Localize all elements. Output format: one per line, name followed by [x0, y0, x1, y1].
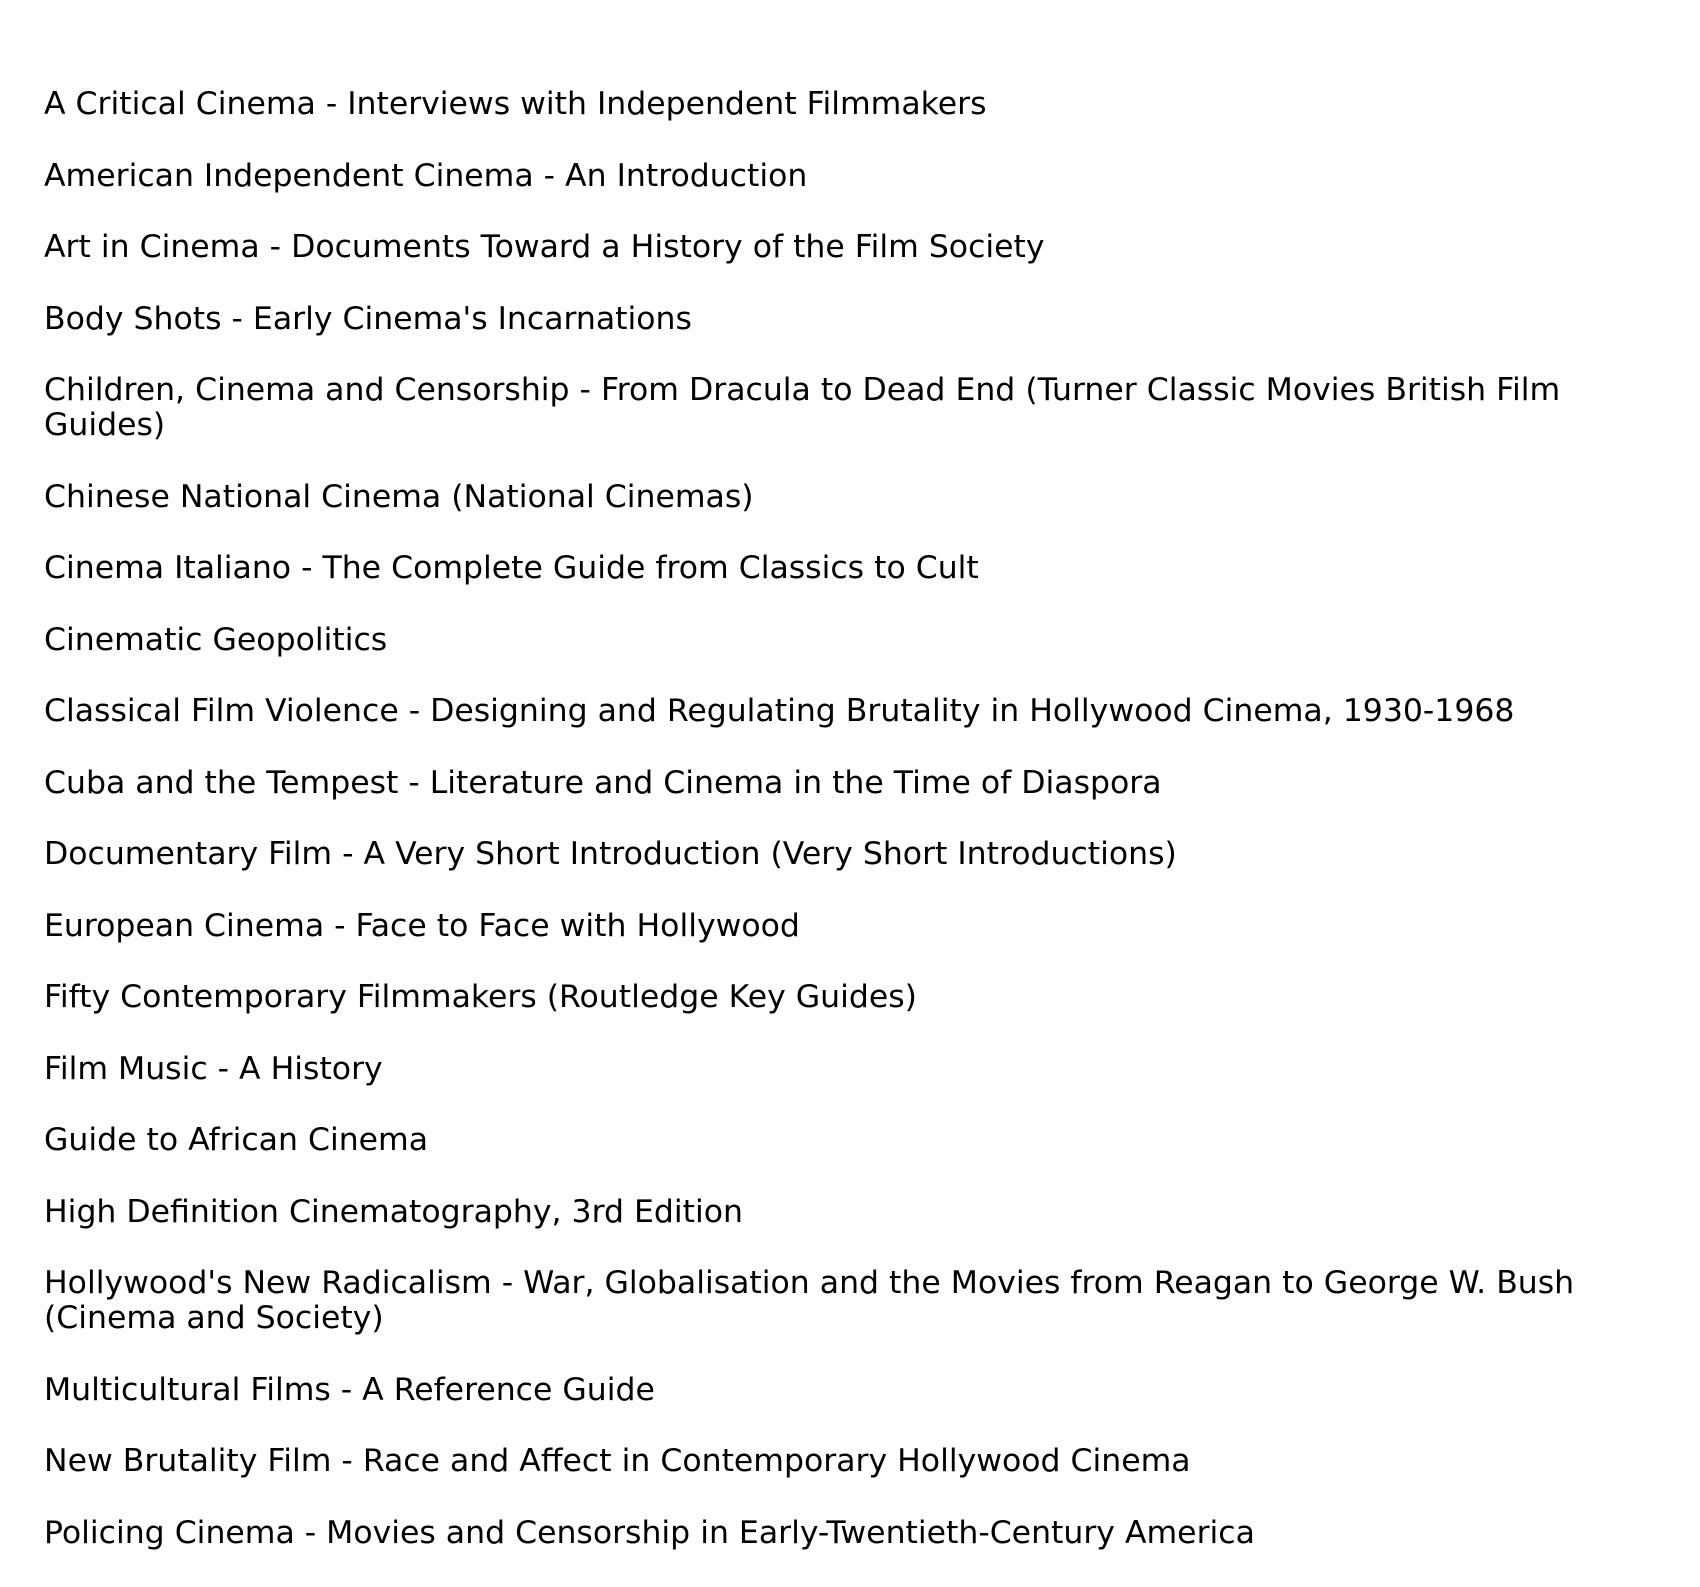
book-title: Chinese National Cinema (National Cinemas) [44, 478, 754, 515]
book-title: Cinema Italiano - The Complete Guide from Classics to Cult [44, 550, 979, 586]
book-title: Documentary Film - A Very Short Introduction (Very Short Introductions) [44, 836, 1177, 872]
book-title-list [44, 87, 1644, 1587]
book-title: Classical Film Violence - Designing and Regulating Brutality in Hollywood Cinema, 1930-1968 [44, 693, 1515, 729]
book-title: High Definition Cinematography, 3rd Edition [44, 1193, 743, 1230]
book-title: Body Shots - Early Cinema's Incarnations [44, 300, 692, 337]
book-title: European Cinema - Face to Face with Hollywood [44, 907, 800, 944]
book-title: Children, Cinema and Censorship - From Dracula to Dead End (Turner Classic Movies British Film Guides) [44, 372, 1561, 443]
book-title: Cuba and the Tempest - Literature and Cinema in the Time of Diaspora [44, 764, 1162, 801]
book-title: A Critical Cinema - Interviews with Independent Filmmakers [44, 86, 987, 122]
book-title: American Independent Cinema - An Introduction [44, 157, 808, 194]
book-title: New Brutality Film - Race and Affect in Contemporary Hollywood Cinema [44, 1443, 1191, 1479]
book-title: Film Music - A History [44, 1050, 383, 1087]
book-title: Hollywood's New Radicalism - War, Globalisation and the Movies from Reagan to George W. Bush (Cinema and Society) [44, 1265, 1575, 1336]
book-title: Cinematic Geopolitics [44, 621, 388, 658]
book-title: Art in Cinema - Documents Toward a History of the Film Society [44, 229, 1045, 265]
book-title: Fifty Contemporary Filmmakers (Routledge Key Guides) [44, 979, 917, 1015]
book-title: Multicultural Films - A Reference Guide [44, 1371, 655, 1408]
book-title: Policing Cinema - Movies and Censorship in Early-Twentieth-Century America [44, 1514, 1255, 1551]
book-title: Guide to African Cinema [44, 1122, 429, 1158]
